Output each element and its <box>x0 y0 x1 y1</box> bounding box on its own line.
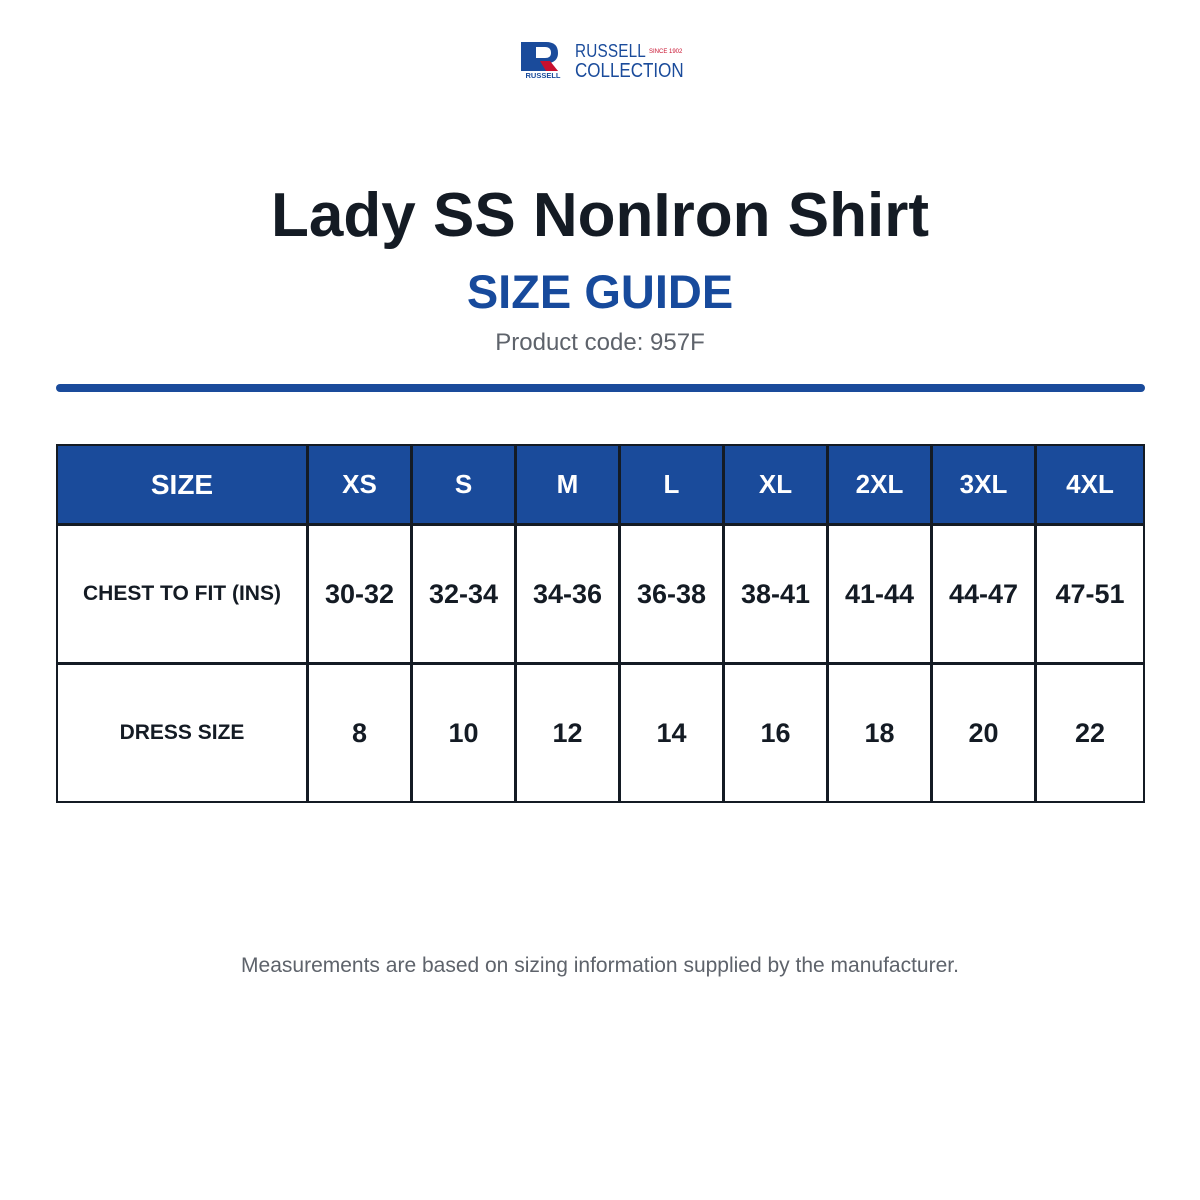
logo-line2: COLLECTION <box>575 60 684 82</box>
table-cell: 44-47 <box>932 525 1036 664</box>
table-cell: 10 <box>412 664 516 803</box>
size-header-xl: XL <box>724 444 828 525</box>
table-header-row <box>56 444 1145 525</box>
size-table <box>56 444 1145 803</box>
product-title: Lady SS NonIron Shirt <box>271 181 929 250</box>
size-header-3xl: 3XL <box>932 444 1036 525</box>
table-cell: 20 <box>932 664 1036 803</box>
table-row-dress <box>56 664 1145 803</box>
logo-mark-text: RUSSELL <box>525 71 561 79</box>
table-cell: 8 <box>308 664 412 803</box>
logo-line1: RUSSELL <box>575 41 646 61</box>
table-cell: 12 <box>516 664 620 803</box>
logo-since: SINCE 1902 <box>649 49 683 55</box>
size-header-m: M <box>516 444 620 525</box>
product-code: Product code: 957F <box>495 329 705 356</box>
size-header-l: L <box>620 444 724 525</box>
size-header-4xl: 4XL <box>1036 444 1145 525</box>
table-cell: 32-34 <box>412 525 516 664</box>
size-header-xs: XS <box>308 444 412 525</box>
brand-logo <box>520 41 690 81</box>
footnote: Measurements are based on sizing information supplied by the manufacturer. <box>241 954 959 977</box>
table-cell: 36-38 <box>620 525 724 664</box>
divider <box>56 384 1145 392</box>
row-label-dress: DRESS SIZE <box>56 664 308 803</box>
russell-logo-icon <box>520 41 566 79</box>
table-cell: 30-32 <box>308 525 412 664</box>
table-cell: 34-36 <box>516 525 620 664</box>
table-cell: 38-41 <box>724 525 828 664</box>
header-size-label: SIZE <box>56 444 308 525</box>
table-cell: 18 <box>828 664 932 803</box>
table-row-chest <box>56 525 1145 664</box>
table-cell: 47-51 <box>1036 525 1145 664</box>
table-cell: 16 <box>724 664 828 803</box>
table-cell: 22 <box>1036 664 1145 803</box>
size-guide-heading: SIZE GUIDE <box>466 265 734 318</box>
size-header-s: S <box>412 444 516 525</box>
size-header-2xl: 2XL <box>828 444 932 525</box>
row-label-chest: CHEST TO FIT (INS) <box>56 525 308 664</box>
table-cell: 41-44 <box>828 525 932 664</box>
table-cell: 14 <box>620 664 724 803</box>
